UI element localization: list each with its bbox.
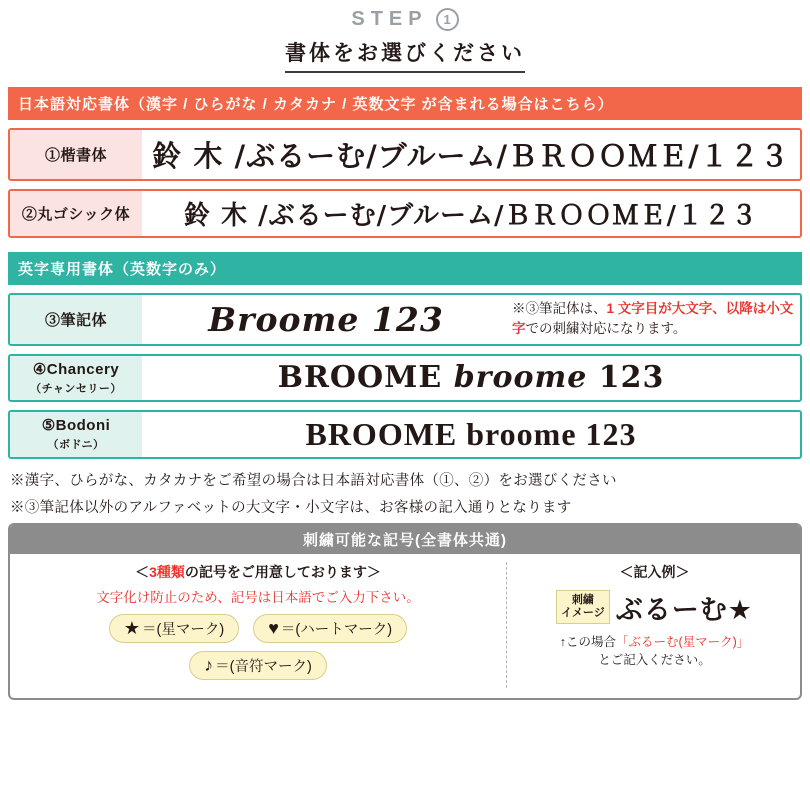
font-sample-chancery (142, 356, 800, 400)
symbol-list-title (16, 562, 500, 582)
example-preview (515, 588, 794, 627)
note-part-1: ※③筆記体は、 (512, 301, 607, 316)
font-sample-kaisho (142, 130, 800, 179)
sample-lower: broome (453, 360, 588, 395)
note-part-3: は小文字 (512, 301, 794, 337)
symbol-chip-star (109, 614, 239, 643)
badge-line-2: イメージ (561, 607, 605, 619)
example-note-pre: ↑この場合 (559, 634, 616, 649)
font-row-maru-gothic[interactable] (8, 189, 802, 238)
font-row-chancery[interactable] (8, 354, 802, 402)
font-label-text: ⑤Bodoni (41, 417, 111, 434)
example-section (506, 562, 794, 688)
sample-upper: BROOME (277, 360, 443, 395)
symbol-chip-label: ＝(星マーク) (142, 621, 225, 638)
font-label-maru-gothic (10, 191, 142, 236)
example-note-post: とご記入ください。 (598, 653, 711, 668)
step-word: STEP (351, 8, 428, 30)
example-title: ＜記入例＞ (619, 563, 690, 580)
font-sample-script (142, 295, 510, 344)
font-label-text: ②丸ゴシック体 (21, 206, 131, 223)
font-note-script (510, 295, 800, 344)
font-label-kaisho (10, 130, 142, 179)
title-pre: ＜ (135, 563, 150, 580)
heart-icon: ♥ (268, 618, 279, 638)
step-header (0, 0, 810, 73)
symbol-list-section (16, 562, 506, 688)
font-label-text: ③筆記体 (44, 311, 107, 329)
star-icon: ★ (123, 618, 141, 638)
font-label-text: ①楷書体 (44, 147, 107, 164)
example-embroidery-text: ぶるーむ★ (615, 594, 753, 626)
title-count: 3種類 (149, 563, 185, 580)
section-bar-english: 英字専用書体（英数字のみ） (8, 252, 802, 285)
notes-block (10, 469, 800, 517)
font-sample-maru-gothic (142, 191, 800, 236)
font-sample-text: Broome 123 (208, 299, 444, 339)
note-line-2: ※③筆記体以外のアルファベットの大文字・小文字は、お客様の記入通りとなります (10, 499, 572, 516)
sample-number: 123 (598, 360, 665, 395)
font-sample-text (278, 360, 665, 395)
symbol-chip-heart (253, 614, 407, 643)
symbol-chip-label: ＝(音符マーク) (215, 658, 312, 675)
symbol-panel-body (10, 554, 800, 698)
example-note (515, 633, 794, 671)
font-row-bodoni[interactable] (8, 410, 802, 459)
step-number-badge: 1 (436, 8, 459, 31)
font-label-subtext: （チャンセリー） (30, 382, 122, 395)
symbol-panel (8, 523, 802, 700)
note-part-2: 1 文字目が大文字、以降 (606, 301, 753, 316)
note-line-1: ※漢字、ひらがな、カタカナをご希望の場合は日本語対応書体（①、②）をお選びください (10, 472, 617, 489)
font-label-script (10, 295, 142, 344)
font-label-chancery (10, 356, 142, 400)
title-post: の記号をご用意しております＞ (184, 563, 381, 580)
font-sample-text: 鈴 木 /ぶるーむ/ブルーム/ＢＲＯＯＭＥ/１２３ (152, 139, 790, 173)
note-part-4: での刺繍対応になります。 (525, 321, 687, 337)
font-label-text: ④Chancery (32, 360, 120, 378)
symbol-chip-row-1 (16, 614, 500, 643)
font-sample-text: 鈴 木 /ぶるーむ/ブルーム/ＢＲＯＯＭＥ/１２３ (183, 201, 759, 231)
badge-line-1: 刺繍 (571, 594, 594, 607)
embroidery-image-badge (556, 590, 610, 623)
font-sample-bodoni (142, 412, 800, 457)
font-sample-text: BROOME broome 123 (305, 415, 637, 452)
page-title: 書体をお選びください (285, 37, 525, 73)
symbol-warning-text: 文字化け防止のため、記号は日本語でご入力下さい。 (96, 589, 420, 605)
music-note-icon: ♪ (204, 655, 214, 675)
symbol-chip-label: ＝(ハートマーク) (280, 621, 393, 638)
font-row-script[interactable] (8, 293, 802, 346)
symbol-panel-header: 刺繍可能な記号(全書体共通) (10, 525, 800, 554)
section-bar-japanese: 日本語対応書体（漢字 / ひらがな / カタカナ / 英数文字 が含まれる場合はこちら） (8, 87, 802, 120)
symbol-chip-music-note (189, 651, 327, 680)
font-row-kaisho[interactable] (8, 128, 802, 181)
example-note-highlight: 「ぶるーむ(星マーク)」 (615, 634, 750, 649)
step-line (0, 8, 810, 31)
font-label-subtext: （ボドニ） (47, 439, 105, 451)
symbol-chip-row-2 (16, 651, 500, 680)
font-label-bodoni (10, 412, 142, 457)
